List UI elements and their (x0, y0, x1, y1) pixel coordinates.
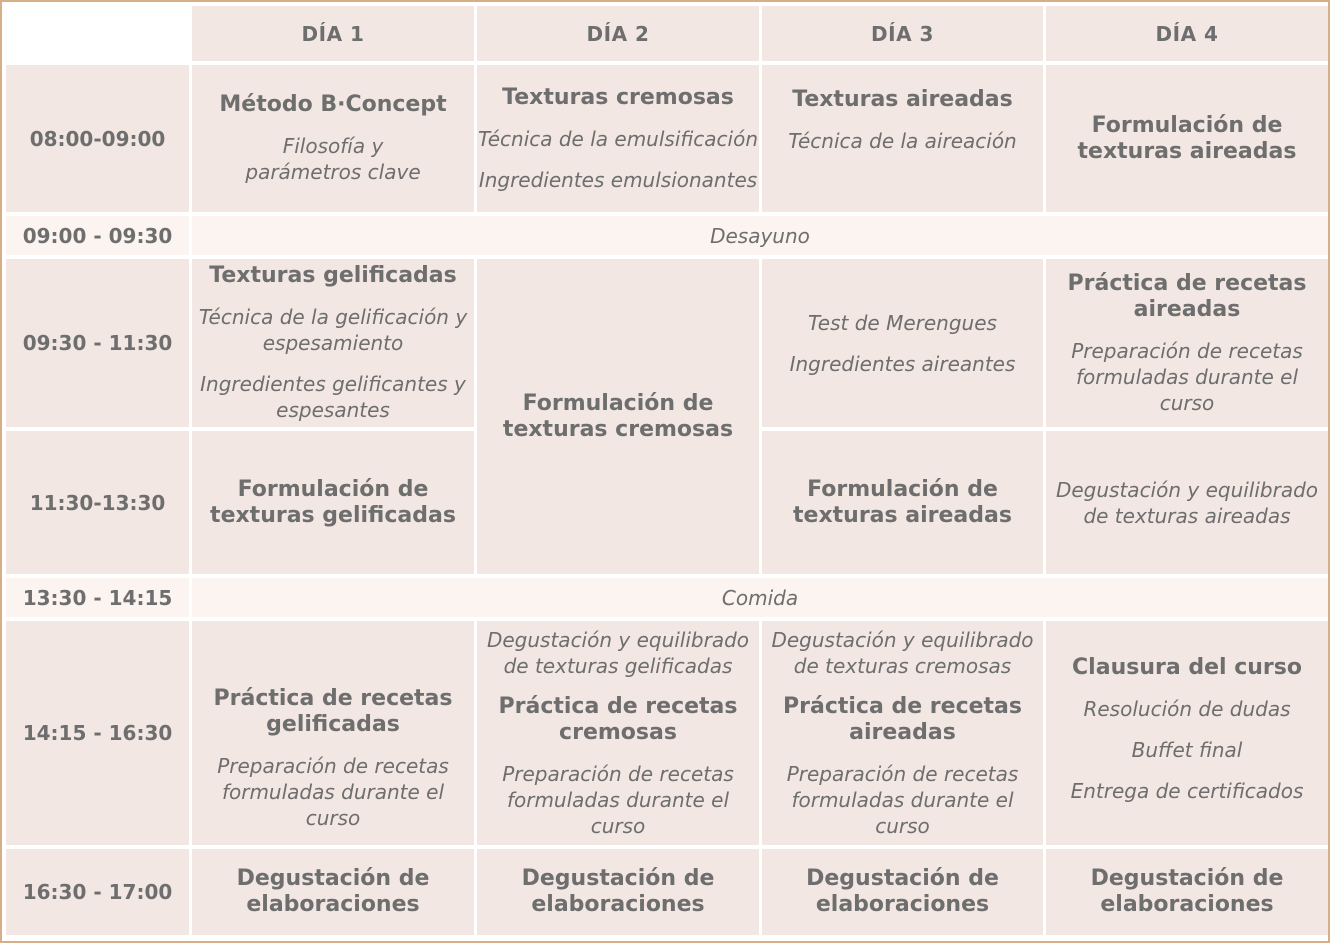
session-title: Práctica de recetas (498, 694, 738, 719)
session-detail: Ingredientes aireantes (789, 351, 1016, 376)
session-detail: Resolución de dudas (1083, 697, 1291, 721)
header-day-3 (762, 6, 1043, 61)
break-label: Desayuno (710, 223, 810, 248)
session-title: cremosas (559, 720, 677, 745)
session-detail: espesamiento (262, 331, 404, 355)
session-r7-d4 (1046, 849, 1328, 935)
session-detail: Preparación de recetas (1071, 338, 1303, 363)
session-r1-d4 (1046, 65, 1328, 212)
session-title: Método B·Concept (219, 92, 447, 117)
time-slot-6 (6, 621, 189, 845)
time-slot-2 (6, 216, 189, 255)
session-r6-d2 (477, 621, 759, 845)
session-title: elaboraciones (246, 892, 420, 917)
session-title: Texturas gelificadas (209, 263, 457, 288)
break-label: Comida (721, 585, 799, 610)
session-detail: formuladas durante el curso (506, 788, 730, 838)
session-detail: Preparación de recetas (786, 762, 1019, 786)
day-label: DÍA 4 (1155, 21, 1219, 46)
session-detail: formuladas durante el curso (791, 788, 1014, 838)
session-title: elaboraciones (815, 892, 990, 917)
session-title: aireadas (1133, 296, 1241, 322)
session-r7-d2 (477, 849, 759, 935)
break-lunch (192, 578, 1328, 617)
session-title: texturas cremosas (502, 416, 734, 442)
session-title: Degustación de (236, 866, 430, 891)
time-label: 09:30 - 11:30 (22, 331, 173, 355)
header-day-2 (477, 6, 759, 61)
session-r7-d1 (192, 849, 474, 935)
header-day-4 (1046, 6, 1328, 61)
session-title: Degustación de (521, 866, 715, 891)
session-title: Formulación de (237, 476, 429, 502)
session-detail: Filosofía y (282, 134, 384, 158)
session-detail: Técnica de la aireación (788, 129, 1017, 153)
session-r6-d4 (1046, 621, 1328, 845)
session-r3-d3 (762, 259, 1043, 427)
session-d2-merged (477, 259, 759, 574)
session-r6-d1 (192, 621, 474, 845)
session-title: Formulación de (807, 476, 998, 502)
session-detail: Preparación de recetas (217, 754, 449, 778)
session-title: Formulación de (1091, 112, 1283, 138)
time-slot-3 (6, 259, 189, 427)
session-detail: formuladas durante el curso (1075, 364, 1299, 415)
session-detail: de texturas aireadas (1083, 503, 1291, 528)
session-detail: Test de Merengues (808, 310, 997, 335)
session-r1-d3 (762, 65, 1043, 212)
time-label: 13:30 - 14:15 (22, 585, 173, 610)
time-slot-4 (6, 431, 189, 574)
session-title: Práctica de recetas (213, 686, 453, 711)
session-r1-d1 (192, 65, 474, 212)
session-detail: Entrega de certificados (1070, 779, 1304, 803)
session-detail: Preparación de recetas (502, 762, 734, 786)
session-r6-d3 (762, 621, 1043, 845)
session-title: Práctica de recetas (1067, 270, 1307, 296)
time-label: 16:30 - 17:00 (22, 880, 173, 904)
session-title: texturas aireadas (1077, 138, 1297, 164)
session-detail: parámetros clave (245, 160, 421, 184)
session-title: elaboraciones (531, 892, 705, 917)
session-detail: de texturas cremosas (793, 654, 1012, 678)
header-day-1 (192, 6, 474, 61)
session-detail: de texturas gelificadas (503, 654, 733, 678)
time-label: 11:30-13:30 (29, 490, 166, 515)
break-breakfast (192, 216, 1328, 255)
session-title: texturas gelificadas (210, 502, 456, 528)
session-r3-d1 (192, 259, 474, 427)
session-detail: Degustación y equilibrado (486, 628, 750, 652)
session-r4-d4 (1046, 431, 1328, 574)
session-detail: formuladas durante el curso (221, 780, 445, 830)
session-detail: Ingredientes emulsionantes (478, 167, 758, 192)
session-title: texturas aireadas (793, 502, 1012, 528)
time-slot-7 (6, 849, 189, 935)
day-label: DÍA 3 (871, 21, 934, 46)
session-title: Clausura del curso (1072, 655, 1302, 680)
session-title: Degustación de (806, 866, 999, 891)
session-detail: Ingredientes gelificantes y (200, 372, 466, 396)
session-detail: espesantes (276, 398, 390, 422)
session-title: Texturas cremosas (502, 84, 734, 110)
day-label: DÍA 2 (586, 21, 650, 46)
session-detail: Degustación y equilibrado (1055, 477, 1319, 502)
time-label: 14:15 - 16:30 (22, 721, 173, 745)
session-r4-d1 (192, 431, 474, 574)
session-title: aireadas (849, 720, 956, 745)
time-slot-5 (6, 578, 189, 617)
session-detail: Técnica de la emulsificación (477, 126, 759, 151)
session-title: Práctica de recetas (783, 694, 1022, 719)
session-title: Formulación de (522, 390, 714, 416)
time-label: 08:00-09:00 (29, 126, 166, 151)
session-title: Texturas aireadas (792, 87, 1013, 112)
session-r3-d4 (1046, 259, 1328, 427)
session-detail: Técnica de la gelificación y (198, 305, 468, 329)
session-title: Degustación de (1090, 866, 1284, 891)
day-label: DÍA 1 (301, 21, 365, 46)
session-title: gelificadas (266, 712, 400, 737)
session-r1-d2 (477, 65, 759, 212)
time-label: 09:00 - 09:30 (22, 223, 173, 248)
session-title: elaboraciones (1100, 892, 1274, 917)
session-detail: Buffet final (1131, 738, 1243, 762)
session-r4-d3 (762, 431, 1043, 574)
session-r7-d3 (762, 849, 1043, 935)
time-slot-1 (6, 65, 189, 212)
session-detail: Degustación y equilibrado (771, 628, 1034, 652)
